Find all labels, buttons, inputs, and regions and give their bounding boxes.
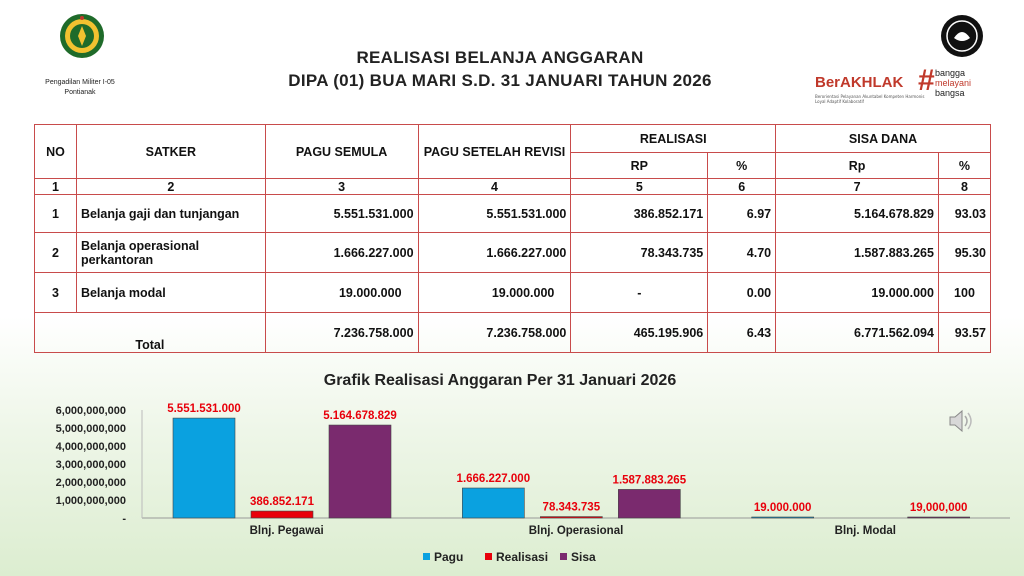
court-emblem-icon bbox=[58, 12, 106, 60]
header-sisa: SISA DANA bbox=[776, 125, 991, 153]
table-row bbox=[35, 233, 991, 273]
brand-sub: Berorientasi Pelayanan Akuntabel Kompeten Harmonis Loyal Adaptif Kolaboratif bbox=[815, 94, 925, 104]
cell-sisa-pct: 93.03 bbox=[938, 195, 990, 233]
table-row bbox=[35, 273, 991, 313]
bar-sisa bbox=[618, 489, 680, 518]
cell-sisa: 19.000.000 bbox=[776, 273, 939, 313]
cell-pagu: 5.551.531.000 bbox=[265, 195, 418, 233]
data-label: 5.164.678.829 bbox=[323, 410, 397, 423]
brand-tag2: melayani bbox=[935, 78, 972, 88]
budget-table bbox=[34, 124, 991, 353]
header-realisasi-rp: RP bbox=[571, 153, 708, 179]
column-number-row bbox=[35, 179, 991, 195]
brand-tag1: bangga bbox=[935, 68, 966, 78]
title-line1: REALISASI BELANJA ANGGARAN bbox=[356, 48, 644, 67]
cell-no: 1 bbox=[35, 195, 77, 233]
cell-realisasi-pct: 6.97 bbox=[708, 195, 776, 233]
colnum: 7 bbox=[776, 179, 939, 195]
brand-word: BerAKHLAK bbox=[815, 74, 904, 91]
org-name-line2: Pontianak bbox=[64, 89, 96, 96]
cell-revisi: 19.000.000 bbox=[418, 273, 571, 313]
total-realisasi-pct: 6.43 bbox=[708, 313, 776, 353]
cell-realisasi: 386.852.171 bbox=[571, 195, 708, 233]
bar-pagu bbox=[173, 418, 235, 518]
header-pagu-revisi: PAGU SETELAH REVISI bbox=[418, 125, 571, 179]
bar-pagu bbox=[462, 488, 524, 518]
total-pagu: 7.236.758.000 bbox=[265, 313, 418, 353]
total-sisa: 6.771.562.094 bbox=[776, 313, 939, 353]
cell-sisa: 1.587.883.265 bbox=[776, 233, 939, 273]
cell-realisasi-pct: 4.70 bbox=[708, 233, 776, 273]
header-sisa-pct: % bbox=[938, 153, 990, 179]
bar-sisa bbox=[908, 517, 970, 518]
cell-sisa-pct: 100 bbox=[938, 273, 990, 313]
seal-icon bbox=[940, 14, 984, 58]
bar-sisa bbox=[329, 425, 391, 518]
header-row bbox=[35, 125, 991, 153]
cell-sisa-pct: 95.30 bbox=[938, 233, 990, 273]
colnum: 8 bbox=[938, 179, 990, 195]
legend-swatch bbox=[560, 553, 567, 560]
total-row bbox=[35, 313, 991, 353]
y-tick-label: 2,000,000,000 bbox=[55, 477, 126, 489]
legend-swatch bbox=[485, 553, 492, 560]
data-label: 78.343.735 bbox=[542, 501, 601, 514]
data-label: 1.666.227.000 bbox=[456, 473, 531, 486]
x-tick-label: Blnj. Operasional bbox=[528, 525, 624, 537]
header-no: NO bbox=[35, 125, 77, 179]
table-row bbox=[35, 195, 991, 233]
bar-realisasi bbox=[251, 511, 313, 518]
header-pagu-semula: PAGU SEMULA bbox=[265, 125, 418, 179]
header-sisa-rp: Rp bbox=[776, 153, 939, 179]
total-sisa-pct: 93.57 bbox=[938, 313, 990, 353]
cell-realisasi: 78.343.735 bbox=[571, 233, 708, 273]
cell-pagu: 1.666.227.000 bbox=[265, 233, 418, 273]
legend-label: Realisasi bbox=[496, 550, 549, 564]
cell-satker: Belanja operasional perkantoran bbox=[76, 233, 265, 273]
header-realisasi: REALISASI bbox=[571, 125, 776, 153]
colnum: 6 bbox=[708, 179, 776, 195]
colnum: 4 bbox=[418, 179, 571, 195]
x-tick-label: Blnj. Pegawai bbox=[249, 525, 324, 537]
cell-no: 2 bbox=[35, 233, 77, 273]
total-revisi: 7.236.758.000 bbox=[418, 313, 571, 353]
x-tick-label: Blnj. Modal bbox=[834, 525, 897, 537]
cell-realisasi-pct: 0.00 bbox=[708, 273, 776, 313]
hashtag-icon: # bbox=[918, 64, 935, 97]
y-tick-label: 1,000,000,000 bbox=[55, 495, 126, 507]
bar-chart bbox=[0, 395, 1024, 576]
cell-realisasi: - bbox=[571, 273, 708, 313]
y-tick-label: 4,000,000,000 bbox=[55, 441, 126, 453]
total-realisasi: 465.195.906 bbox=[571, 313, 708, 353]
chart-title: Grafik Realisasi Anggaran Per 31 Januari 2026 bbox=[323, 372, 677, 389]
colnum: 1 bbox=[35, 179, 77, 195]
speaker-icon[interactable] bbox=[944, 404, 978, 438]
brand-tagline bbox=[935, 68, 971, 98]
data-label: 1.587.883.265 bbox=[612, 474, 687, 487]
colnum: 3 bbox=[265, 179, 418, 195]
cell-pagu: 19.000.000 bbox=[265, 273, 418, 313]
y-tick-label: 5,000,000,000 bbox=[55, 423, 126, 435]
bar-realisasi bbox=[540, 517, 602, 518]
brand-tag3: bangsa bbox=[935, 88, 965, 98]
y-tick-label: 6,000,000,000 bbox=[55, 405, 126, 417]
legend-label: Pagu bbox=[434, 550, 464, 564]
colnum: 5 bbox=[571, 179, 708, 195]
cell-satker: Belanja gaji dan tunjangan bbox=[76, 195, 265, 233]
header-satker: SATKER bbox=[76, 125, 265, 179]
cell-satker: Belanja modal bbox=[76, 273, 265, 313]
data-label: 386.852.171 bbox=[250, 496, 314, 509]
data-label: 19.000.000 bbox=[753, 502, 812, 514]
y-tick-label: 3,000,000,000 bbox=[55, 459, 126, 471]
cell-revisi: 1.666.227.000 bbox=[418, 233, 571, 273]
bar-pagu bbox=[752, 517, 814, 518]
title-line2: DIPA (01) BUA MARI S.D. 31 JANUARI TAHUN 2026 bbox=[288, 71, 712, 90]
colnum: 2 bbox=[76, 179, 265, 195]
cell-revisi: 5.551.531.000 bbox=[418, 195, 571, 233]
legend-label: Sisa bbox=[571, 550, 596, 564]
cell-sisa: 5.164.678.829 bbox=[776, 195, 939, 233]
cell-no: 3 bbox=[35, 273, 77, 313]
page-title bbox=[200, 46, 800, 92]
header-realisasi-pct: % bbox=[708, 153, 776, 179]
legend-swatch bbox=[423, 553, 430, 560]
org-name bbox=[20, 78, 140, 98]
data-label: 19,000,000 bbox=[909, 502, 968, 514]
berakhlak-logo bbox=[815, 66, 985, 110]
org-name-line1: Pengadilan Militer I-05 bbox=[45, 79, 115, 86]
data-label: 5.551.531.000 bbox=[167, 403, 241, 416]
y-tick-label: - bbox=[122, 513, 126, 525]
total-label: Total bbox=[35, 313, 266, 353]
